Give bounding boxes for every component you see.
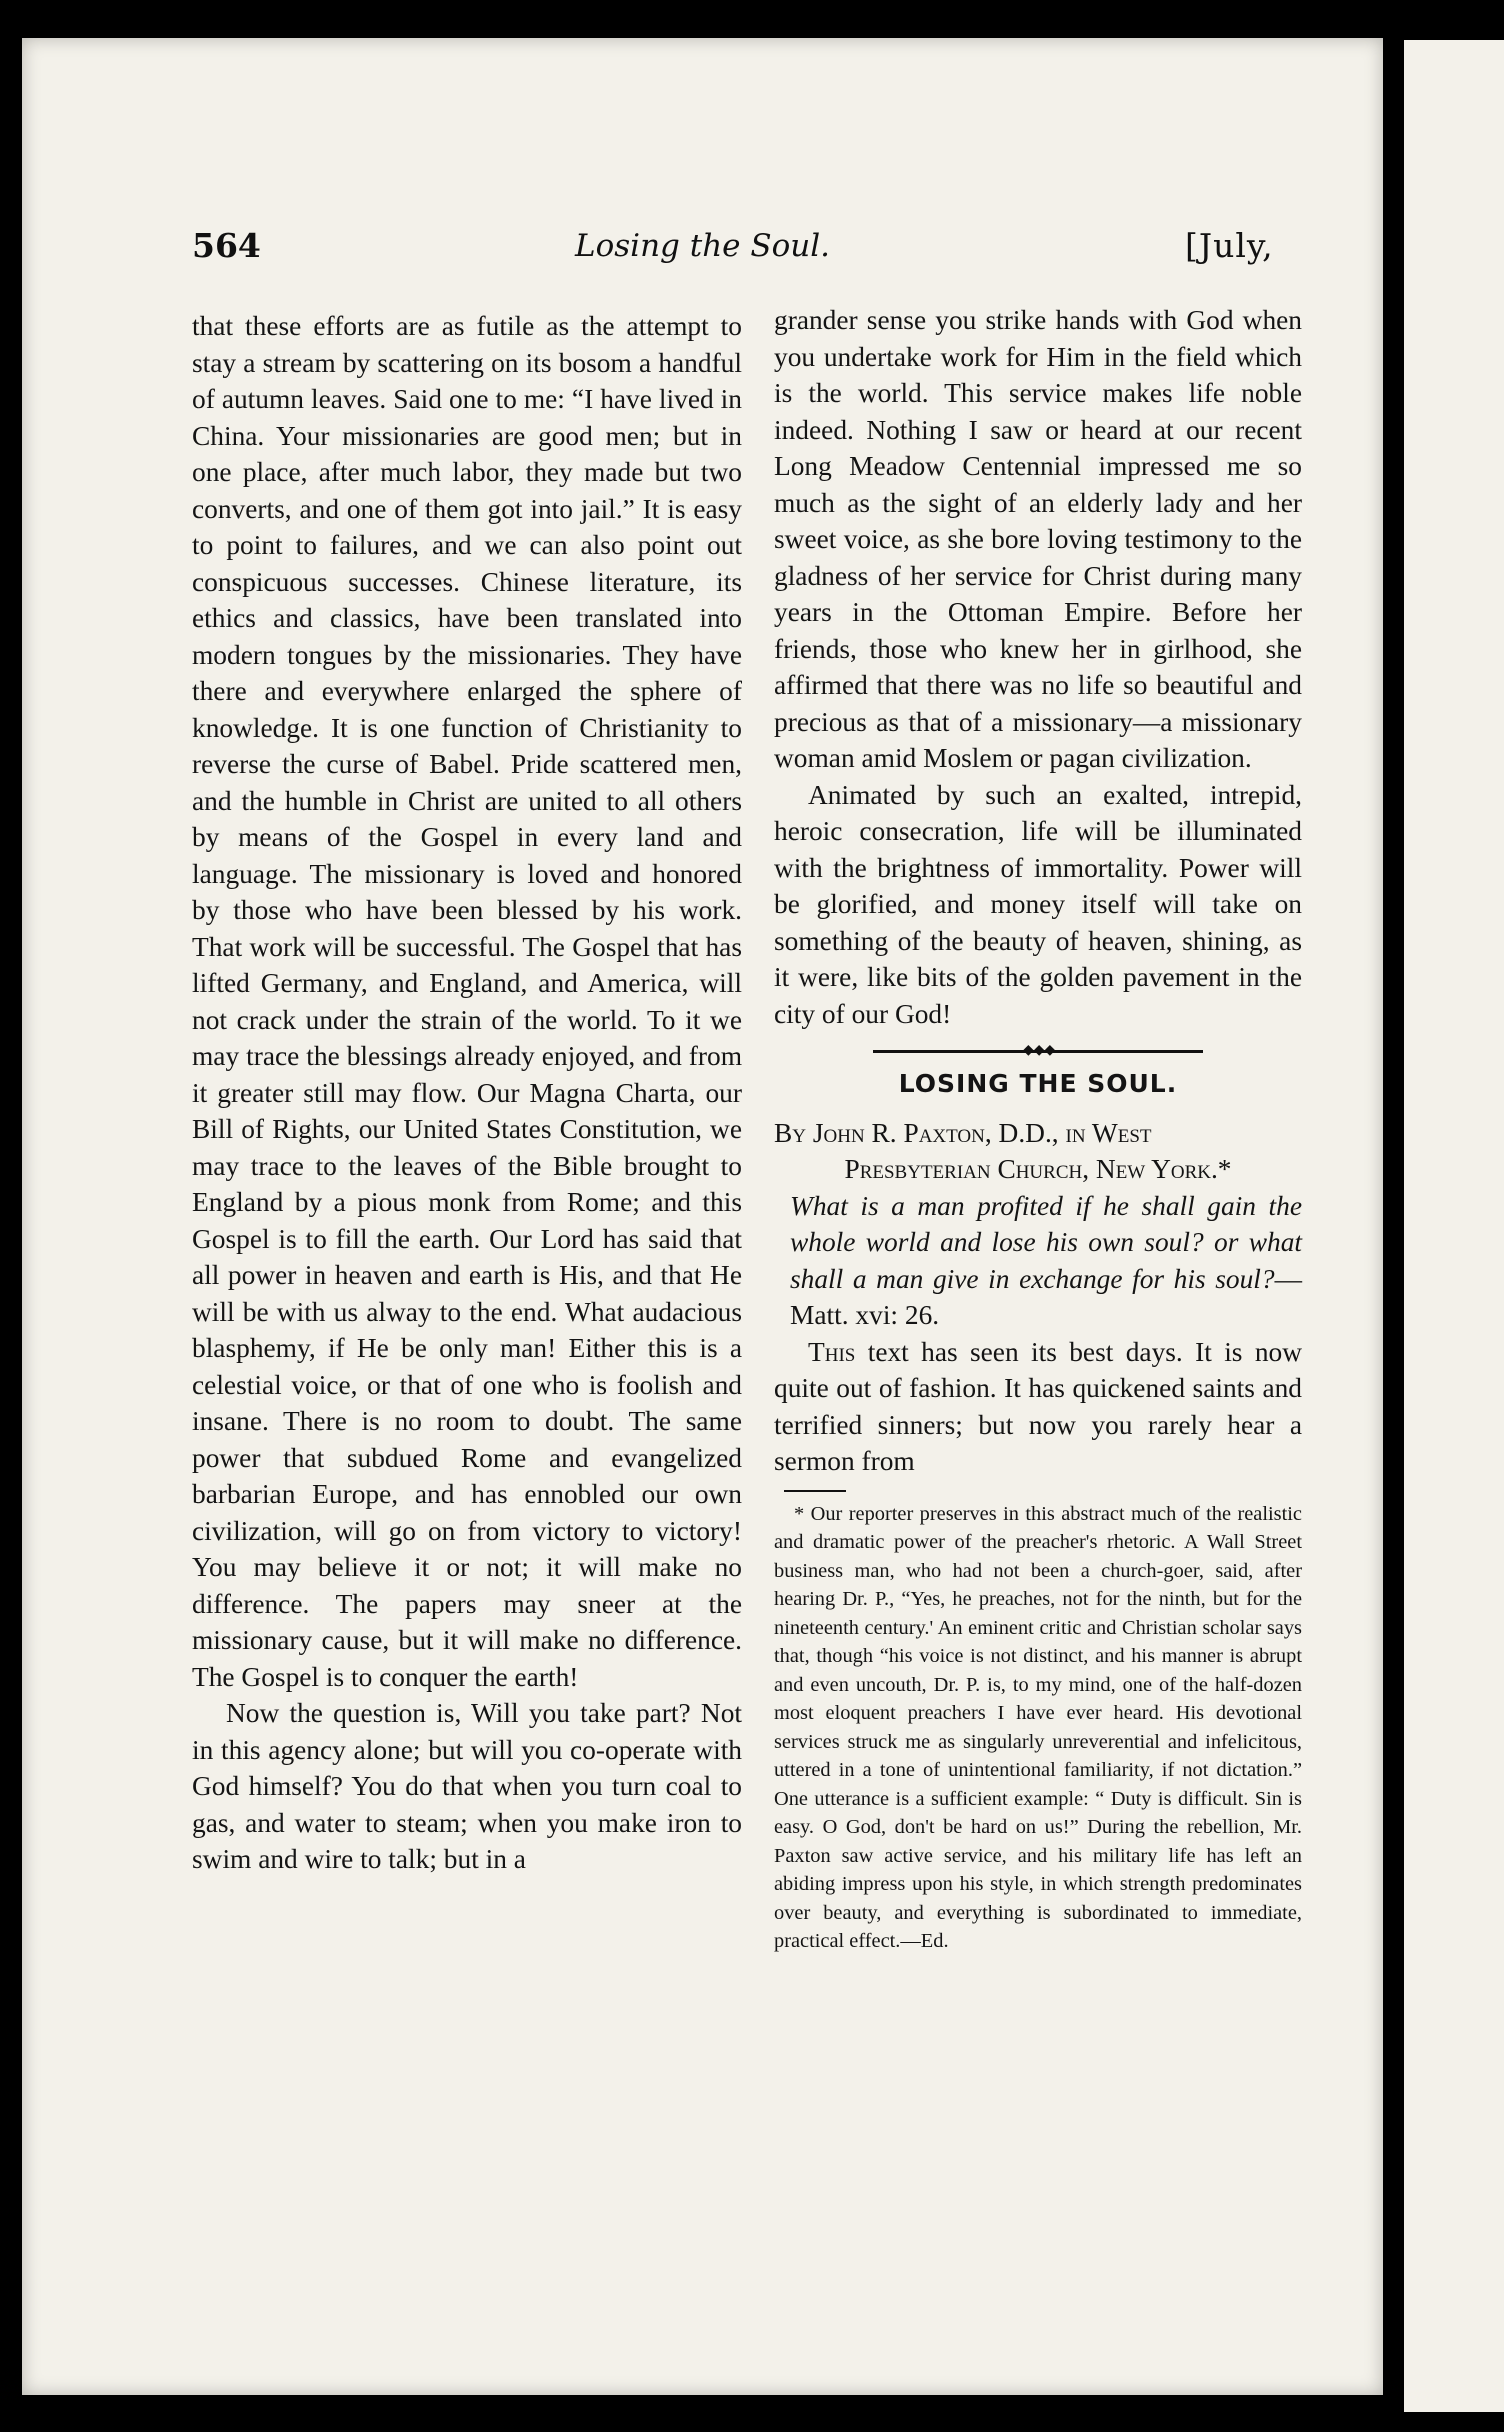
running-month: [July, <box>1185 226 1274 265</box>
article-byline: By John R. Paxton, D.D., in West <box>774 1117 1152 1148</box>
adjacent-page-edge <box>1404 40 1504 2412</box>
divider-ornament-icon: ◆◆◆ <box>1023 1043 1056 1058</box>
footnote-rule <box>784 1490 846 1492</box>
left-paragraph-1: that these efforts are as futile as the attempt to stay a stream by scattering on its bosom a handful of autumn leaves. Said one to me: “I have lived in China. Your missionaries are good men; but in one place, after much labor, they made but two converts, and one of them got into jail.” It is easy to point to failures, and we can also point out conspicuous successes. Chinese literature, its ethics and classics, have been translated into modern tongues by the missionaries. They have there and everywhere enlarged the sphere of knowledge. It is one function of Christianity to reverse the curse of Babel. Pride scattered men, and the humble in Christ are united to all others by means of the Gospel in every land and language. The missionary is loved and honored by those who have been blessed by his work. That work will be successful. The Gospel that has lifted Germany, and England, and America, will not crack under the strain of the world. To it we may trace the blessings already enjoyed, and from it greater still may flow. Our Magna Charta, our Bill of Rights, our United States Constitution, we may trace to the leaves of the Bible brought to England by a pious monk from Rome; and this Gospel is to fill the earth. Our Lord has said that all power in heaven and earth is His, and that He will be with us alway to the end. What audacious blasphemy, if He be only man! Either this is a celestial voice, or that of one who is foolish and insane. There is no room to doubt. The same power that subdued Rome and evangelized barbarian Europe, and has ennobled our own civilization, will go on from victory to victory! You may believe it or not; it will make no difference. The papers may sneer at the missionary cause, but it will make no difference. The Gospel is to conquer the earth! <box>192 311 742 1692</box>
article-body <box>774 1334 1302 1480</box>
epigraph-reference: —Matt. xvi: 26. <box>790 1263 1302 1330</box>
book-page <box>22 38 1383 2395</box>
article-byline-church: Presbyterian Church, New York.* <box>844 1154 1232 1184</box>
right-paragraph-2: Animated by such an exalted, intrepid, heroic consecration, life will be illuminated with the brightness of immortality. Power will be glorified, and money itself will take on something of the beauty of heaven, shining, as it were, like bits of the golden pavement in the city of our God! <box>774 779 1302 1029</box>
section-divider <box>873 1043 1203 1058</box>
epigraph <box>774 1188 1302 1334</box>
epigraph-text: What is a man profited if he shall gain the whole world and lose his own soul? or what shall a man give in exchange for his soul? <box>790 1190 1302 1294</box>
left-column <box>192 308 742 1878</box>
right-column <box>774 302 1302 1956</box>
footnote: * Our reporter preserves in this abstract much of the realistic and dramatic power of the preacher's rhetoric. A Wall Street business man, who had not been a church-goer, said, after hearing Dr. P., “Yes, he preaches, not for the ninth, but for the nineteenth century.' An eminent critic and Christian scholar says that, though “his voice is not distinct, and his manner is abrupt and even uncouth, Dr. P. is, to my mind, one of the half-dozen most eloquent preachers I have ever heard. His devotional services struck me as singularly unreverential and infelicitous, uttered in a tone of unintentional familiarity, if not dictation.” One utterance is a sufficient example: “ Duty is difficult. Sin is easy. O God, don't be hard on us!” During the rebellion, Mr. Paxton saw active service, and his military life has left an abiding impress upon his style, in which strength predominates over beauty, and everything is subordinated to immediate, practical effect.—Ed. <box>774 1502 1302 1952</box>
article-first-word: This <box>808 1336 856 1367</box>
page-number: 564 <box>192 226 261 265</box>
article-body-text: text has seen its best days. It is now quite out of fashion. It has quickened saints and terrified sinners; but now you rarely hear a sermon from <box>774 1336 1302 1476</box>
running-title: Losing the Soul. <box>575 228 830 264</box>
left-paragraph-2: Now the question is, Will you take part? Not in this agency alone; but will you co-operate with God himself? You do that when you turn coal to gas, and water to steam; when you make iron to swim and wire to talk; but in a <box>192 1698 742 1874</box>
article-title: LOSING THE SOUL. <box>898 1069 1178 1098</box>
right-paragraph-1: grander sense you strike hands with God when you undertake work for Him in the field which is the world. This service makes life noble indeed. Nothing I saw or heard at our recent Long Meadow Centennial impressed me so much as the sight of an elderly lady and her sweet voice, as she bore loving testimony to the gladness of her service for Christ during many years in the Ottoman Empire. Before her friends, those who knew her in girlhood, she affirmed that there was no life so beautiful and precious as that of a missionary—a missionary woman amid Moslem or pagan civilization. <box>774 305 1302 773</box>
